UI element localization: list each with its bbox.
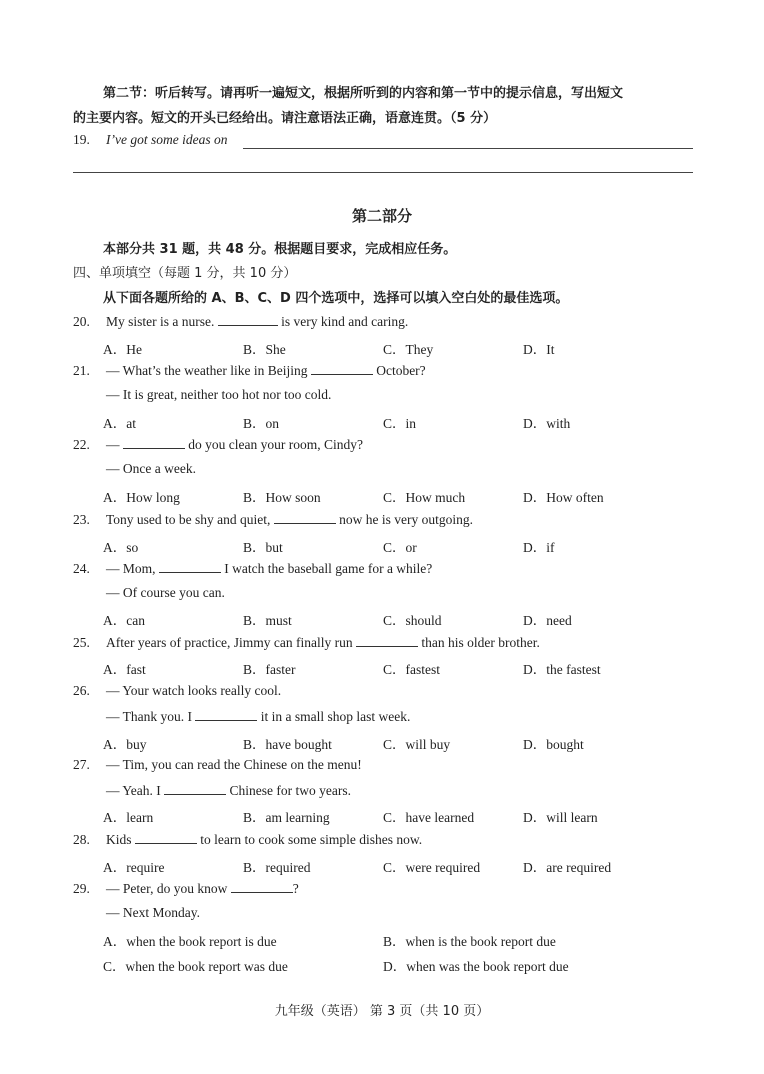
question-22-reply: — Once a week. — [106, 461, 196, 476]
option-a[interactable]: A．so — [103, 540, 139, 555]
answer-line-2[interactable] — [73, 172, 693, 173]
section4-title: 四、单项填空（每题 1 分，共 10 分） — [73, 266, 297, 281]
option-a[interactable]: A．fast — [103, 662, 146, 677]
option-c[interactable]: C．How much — [383, 490, 466, 505]
question-28 — [73, 831, 422, 848]
question-number: 20. — [73, 314, 90, 329]
question-text: — Peter, do you know — [106, 881, 231, 896]
option-d[interactable]: D．It — [523, 342, 555, 357]
answer-blank[interactable] — [218, 313, 278, 326]
answer-blank[interactable] — [274, 511, 336, 524]
option-b[interactable]: B．required — [243, 860, 311, 875]
question-27-reply — [106, 782, 351, 799]
option-a[interactable]: A．require — [103, 860, 165, 875]
answer-blank[interactable] — [195, 708, 257, 721]
option-d[interactable]: D．if — [523, 540, 555, 555]
question-23 — [73, 511, 473, 528]
question-text: My sister is a nurse. — [106, 314, 218, 329]
option-c[interactable]: C．in — [383, 416, 417, 431]
option-c[interactable]: C．will buy — [383, 737, 451, 752]
option-a[interactable]: A．How long — [103, 490, 180, 505]
answer-blank[interactable] — [159, 560, 221, 573]
section2-heading: 第二节：听后转写。请再听一遍短文，根据所听到的内容和第一节中的提示信息，写出短文 — [103, 86, 624, 101]
option-c[interactable]: C．or — [383, 540, 417, 555]
question-text: — Your watch looks really cool. — [106, 683, 282, 698]
option-b[interactable]: B．She — [243, 342, 286, 357]
option-b[interactable]: B．How soon — [243, 490, 321, 505]
option-c[interactable]: C．fastest — [383, 662, 440, 677]
option-c[interactable]: C．have learned — [383, 810, 475, 825]
answer-blank[interactable] — [311, 362, 373, 375]
question-21 — [73, 362, 426, 379]
question-text: October? — [372, 363, 426, 378]
option-c[interactable]: C．when the book report was due — [103, 959, 288, 974]
option-d[interactable]: D．will learn — [523, 810, 598, 825]
question-text: ? — [292, 881, 299, 896]
option-d[interactable]: D．are required — [523, 860, 612, 875]
answer-blank[interactable] — [164, 782, 226, 795]
question-text: it in a small shop last week. — [257, 709, 411, 724]
question-text: to learn to cook some simple dishes now. — [196, 832, 423, 847]
question-number: 26. — [73, 683, 90, 698]
answer-blank[interactable] — [356, 634, 418, 647]
question-number: 28. — [73, 832, 90, 847]
option-b[interactable]: B．but — [243, 540, 283, 555]
option-d[interactable]: D．bought — [523, 737, 584, 752]
question-19 — [73, 132, 227, 148]
question-26-reply — [106, 708, 410, 725]
option-d[interactable]: D．the fastest — [523, 662, 601, 677]
option-b[interactable]: B．faster — [243, 662, 296, 677]
part2-intro: 本部分共 31 题，共 48 分。根据题目要求，完成相应任务。 — [103, 242, 457, 257]
option-a[interactable]: A．can — [103, 613, 145, 628]
section2-heading-cont: 的主要内容。短文的开头已经给出。请注意语法正确，语意连贯。（5 分） — [73, 111, 497, 126]
question-20 — [73, 313, 408, 330]
question-text: — Tim, you can read the Chinese on the menu! — [106, 757, 362, 772]
question-27 — [73, 757, 362, 773]
question-number: 24. — [73, 561, 90, 576]
question-number: 19. — [73, 132, 90, 147]
option-c[interactable]: C．were required — [383, 860, 481, 875]
question-text: than his older brother. — [418, 635, 540, 650]
option-c[interactable]: C．should — [383, 613, 442, 628]
answer-line-1[interactable] — [243, 148, 693, 149]
part2-title: 第二部分 — [351, 207, 412, 225]
question-25 — [73, 634, 540, 651]
q19-prompt: I’ve got some ideas on — [106, 132, 228, 147]
answer-blank[interactable] — [231, 880, 293, 893]
question-text: I watch the baseball game for a while? — [220, 561, 433, 576]
question-text: — What’s the weather like in Beijing — [106, 363, 311, 378]
question-number: 25. — [73, 635, 90, 650]
question-text: do you clean your room, Cindy? — [184, 437, 363, 452]
question-number: 29. — [73, 881, 90, 896]
question-text: now he is very outgoing. — [335, 512, 474, 527]
question-29 — [73, 880, 299, 897]
question-24-reply: — Of course you can. — [106, 585, 225, 600]
question-24 — [73, 560, 432, 577]
option-a[interactable]: A．when the book report is due — [103, 934, 277, 949]
question-text: is very kind and caring. — [277, 314, 409, 329]
page-footer: 九年级（英语） 第 3 页（共 10 页） — [274, 1004, 490, 1019]
option-c[interactable]: C．They — [383, 342, 434, 357]
option-b[interactable]: B．when is the book report due — [383, 934, 556, 949]
option-b[interactable]: B．am learning — [243, 810, 330, 825]
question-text: Kids — [106, 832, 135, 847]
option-a[interactable]: A．learn — [103, 810, 154, 825]
question-number: 27. — [73, 757, 90, 772]
option-b[interactable]: B．have bought — [243, 737, 332, 752]
question-text: — Mom, — [106, 561, 159, 576]
question-26 — [73, 683, 281, 699]
option-b[interactable]: B．must — [243, 613, 292, 628]
option-d[interactable]: D．with — [523, 416, 571, 431]
question-text: Tony used to be shy and quiet, — [106, 512, 274, 527]
answer-blank[interactable] — [123, 436, 185, 449]
option-d[interactable]: D．need — [523, 613, 572, 628]
question-text: Chinese for two years. — [226, 783, 351, 798]
question-number: 22. — [73, 437, 90, 452]
question-22 — [73, 436, 363, 453]
question-text: After years of practice, Jimmy can finally run — [106, 635, 357, 650]
answer-blank[interactable] — [135, 831, 197, 844]
question-number: 23. — [73, 512, 90, 527]
option-a[interactable]: A．He — [103, 342, 142, 357]
option-d[interactable]: D．when was the book report due — [383, 959, 569, 974]
question-text: — Thank you. I — [106, 709, 196, 724]
question-text: — Yeah. I — [106, 783, 165, 798]
question-29-reply: — Next Monday. — [106, 905, 200, 920]
question-21-reply: — It is great, neither too hot nor too cold. — [106, 387, 332, 402]
option-a[interactable]: A．buy — [103, 737, 147, 752]
question-number: 21. — [73, 363, 90, 378]
question-text: — — [106, 437, 123, 452]
section4-instruction: 从下面各题所给的 A、B、C、D 四个选项中，选择可以填入空白处的最佳选项。 — [103, 291, 569, 306]
option-d[interactable]: D．How often — [523, 490, 604, 505]
option-a[interactable]: A．at — [103, 416, 136, 431]
option-b[interactable]: B．on — [243, 416, 280, 431]
